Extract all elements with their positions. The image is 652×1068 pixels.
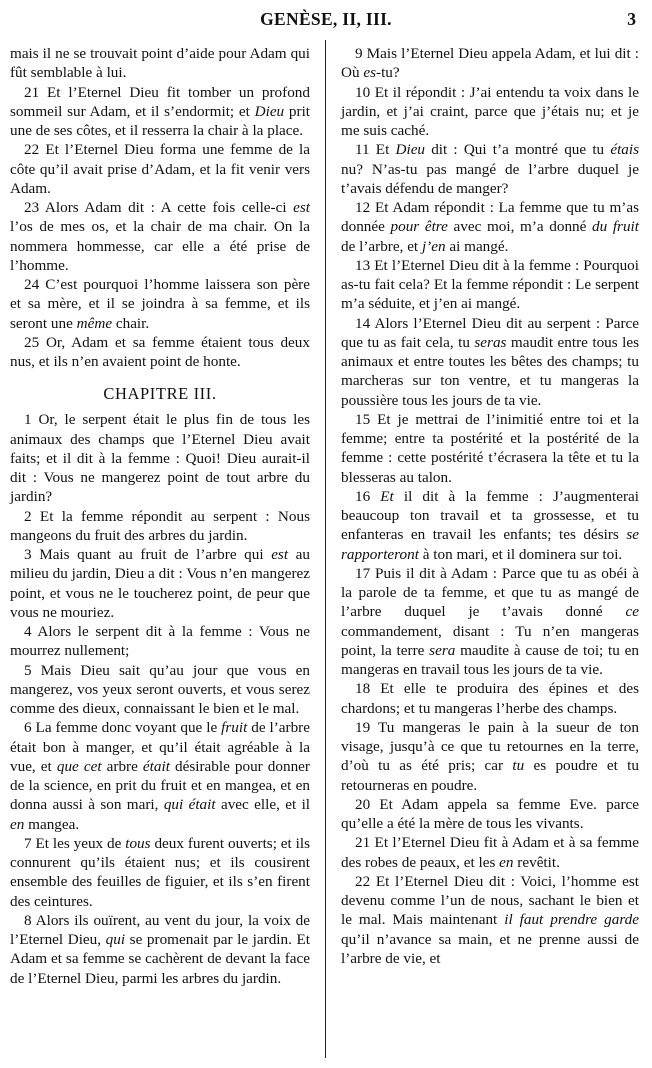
verse-paragraph: 20 Et Adam appela sa femme Eve. parce qu’elle a été la mère de tous les vivants. (341, 795, 639, 832)
verse-paragraph: 4 Alors le serpent dit à la femme : Vous ne mourrez nullement; (10, 623, 310, 660)
verse-paragraph: 11 Et Dieu dit : Qui t’a montré que tu étais nu? N’as-tu pas mangé de l’arbre duquel je t’avais défendu de manger? (341, 141, 640, 197)
column-divider (325, 40, 326, 1058)
verse-paragraph: 19 Tu mangeras le pain à la sueur de ton visage, jusqu’à ce que tu retournes en la terre, d’où tu as été pris; car tu es poudre et tu retourneras en poudre. (341, 718, 639, 794)
verse-paragraph: 3 Mais quant au fruit de l’arbre qui est au milieu du jardin, Dieu a dit : Vous n’en mangerez point, et vous ne le toucherez point, de peur que vous ne mouriez. (10, 546, 310, 621)
verse-paragraph: 8 Alors ils ouïrent, au vent du jour, la voix de l’Eternel Dieu, qui se promenait par le jardin. Et Adam et sa femme se cachèrent de devant la face de l’Eternel Dieu, parmi les arbres du jardin. (10, 911, 310, 987)
verse-paragraph: 5 Mais Dieu sait qu’au jour que vous en mangerez, vos yeux seront ouverts, et vous serez comme des dieux, connaissant le bien et le mal. (10, 661, 310, 717)
verse-paragraph: 12 Et Adam répondit : La femme que tu m’as donnée pour être avec moi, m’a donné du fruit de l’arbre, et j’en ai mangé. (341, 199, 639, 255)
verse-paragraph: 14 Alors l’Eternel Dieu dit au serpent : Parce que tu as fait cela, tu seras maudit entre tous les animaux et entre toutes les bêtes des champs; tu marcheras sur ton ventre, et tu mangeras la poussière tous les jours de ta vie. (341, 314, 639, 409)
verse-paragraph: 21 Et l’Eternel Dieu fit tomber un profond sommeil sur Adam, et il s’endormit; et Dieu prit une de ses côtes, et il resserra la chair à la place. (10, 83, 311, 139)
verse-paragraph: 24 C’est pourquoi l’homme laissera son père et sa mère, et il se joindra à sa femme, et ils seront une même chair. (10, 276, 310, 332)
verse-paragraph: 15 Et je mettrai de l’inimitié entre toi et la femme; entre ta postérité et la postérité de la femme : cette postérité t’écrasera la tête et tu la blesseras au talon. (341, 410, 639, 486)
header-title: GENÈSE, II, III. (260, 9, 392, 29)
verse-paragraph: 22 Et l’Eternel Dieu forma une femme de la côte qu’il avait prise d’Adam, et la fit venir vers Adam. (10, 141, 310, 197)
verse-paragraph: 17 Puis il dit à Adam : Parce que tu as obéi à la parole de ta femme, et que tu as mangé de l’arbre duquel je t’avais donné ce commandement, disant : Tu n’en mangeras point, la terre sera maudite à cause de toi; tu en mangeras en travail tous les jours de ta vie. (341, 564, 639, 678)
verse-paragraph: 9 Mais l’Eternel Dieu appela Adam, et lui dit : Où es-tu? (341, 45, 639, 82)
verse-paragraph: 22 Et l’Eternel Dieu dit : Voici, l’homme est devenu comme l’un de nous, sachant le bien et le mal. Mais maintenant il faut prendre garde qu’il n’avance sa main, et ne prenne aussi de l’arbre de vie, et (341, 872, 640, 967)
verse-paragraph: mais il ne se trouvait point d’aide pour Adam qui fût semblable à lui. (10, 45, 310, 82)
verse-paragraph: 7 Et les yeux de tous deux furent ouverts; et ils connurent qu’ils étaient nus; et ils cousirent ensemble des feuilles de figuier, et ils s’en firent des ceintures. (10, 834, 310, 910)
verse-paragraph: 2 Et la femme répondit au serpent : Nous mangeons du fruit des arbres du jardin. (10, 507, 310, 544)
page-number: 3 (627, 9, 636, 29)
left-column (10, 44, 310, 988)
verse-paragraph: 25 Or, Adam et sa femme étaient tous deux nus, et ils n’en avaient point de honte. (10, 333, 310, 370)
verse-paragraph: 13 Et l’Eternel Dieu dit à la femme : Pourquoi as-tu fait cela? Et la femme répondit : Le serpent m’a séduite, et j’en ai mangé. (341, 256, 639, 313)
verse-paragraph: 18 Et elle te produira des épines et des chardons; et tu mangeras l’herbe des champs. (341, 680, 639, 717)
verse-paragraph: 1 Or, le serpent était le plus fin de tous les animaux des champs que l’Eternel Dieu avait faits; et il dit à la femme : Quoi! Dieu aurait-il dit : Vous ne mangerez point de tout arbre du jardin? (10, 411, 310, 506)
verse-paragraph: 10 Et il répondit : J’ai entendu ta voix dans le jardin, et j’ai craint, parce que j’étais nu; et je me suis caché. (341, 83, 639, 139)
verse-paragraph: 6 La femme donc voyant que le fruit de l’arbre était bon à manger, et qu’il était agréable à la vue, et que cet arbre était désirable pour donner de la science, en prit du fruit et en mangea, et en donna aussi à son mari, qui était avec elle, et il en mangea. (10, 719, 311, 833)
verse-paragraph: 16 Et il dit à la femme : J’augmenterai beaucoup ton travail et ta grossesse, et tu enfanteras en travail les enfants; tes désirs se rapporteront à ton mari, et il dominera sur toi. (341, 487, 639, 563)
running-header (0, 6, 652, 32)
right-column (341, 44, 639, 968)
chapter-heading: CHAPITRE III. (103, 384, 217, 404)
verse-paragraph: 21 Et l’Eternel Dieu fit à Adam et à sa femme des robes de peaux, et les en revêtit. (341, 834, 639, 871)
verse-paragraph: 23 Alors Adam dit : A cette fois celle-ci est l’os de mes os, et la chair de ma chair. On la nommera hommesse, car elle a été prise de l’homme. (10, 199, 310, 274)
